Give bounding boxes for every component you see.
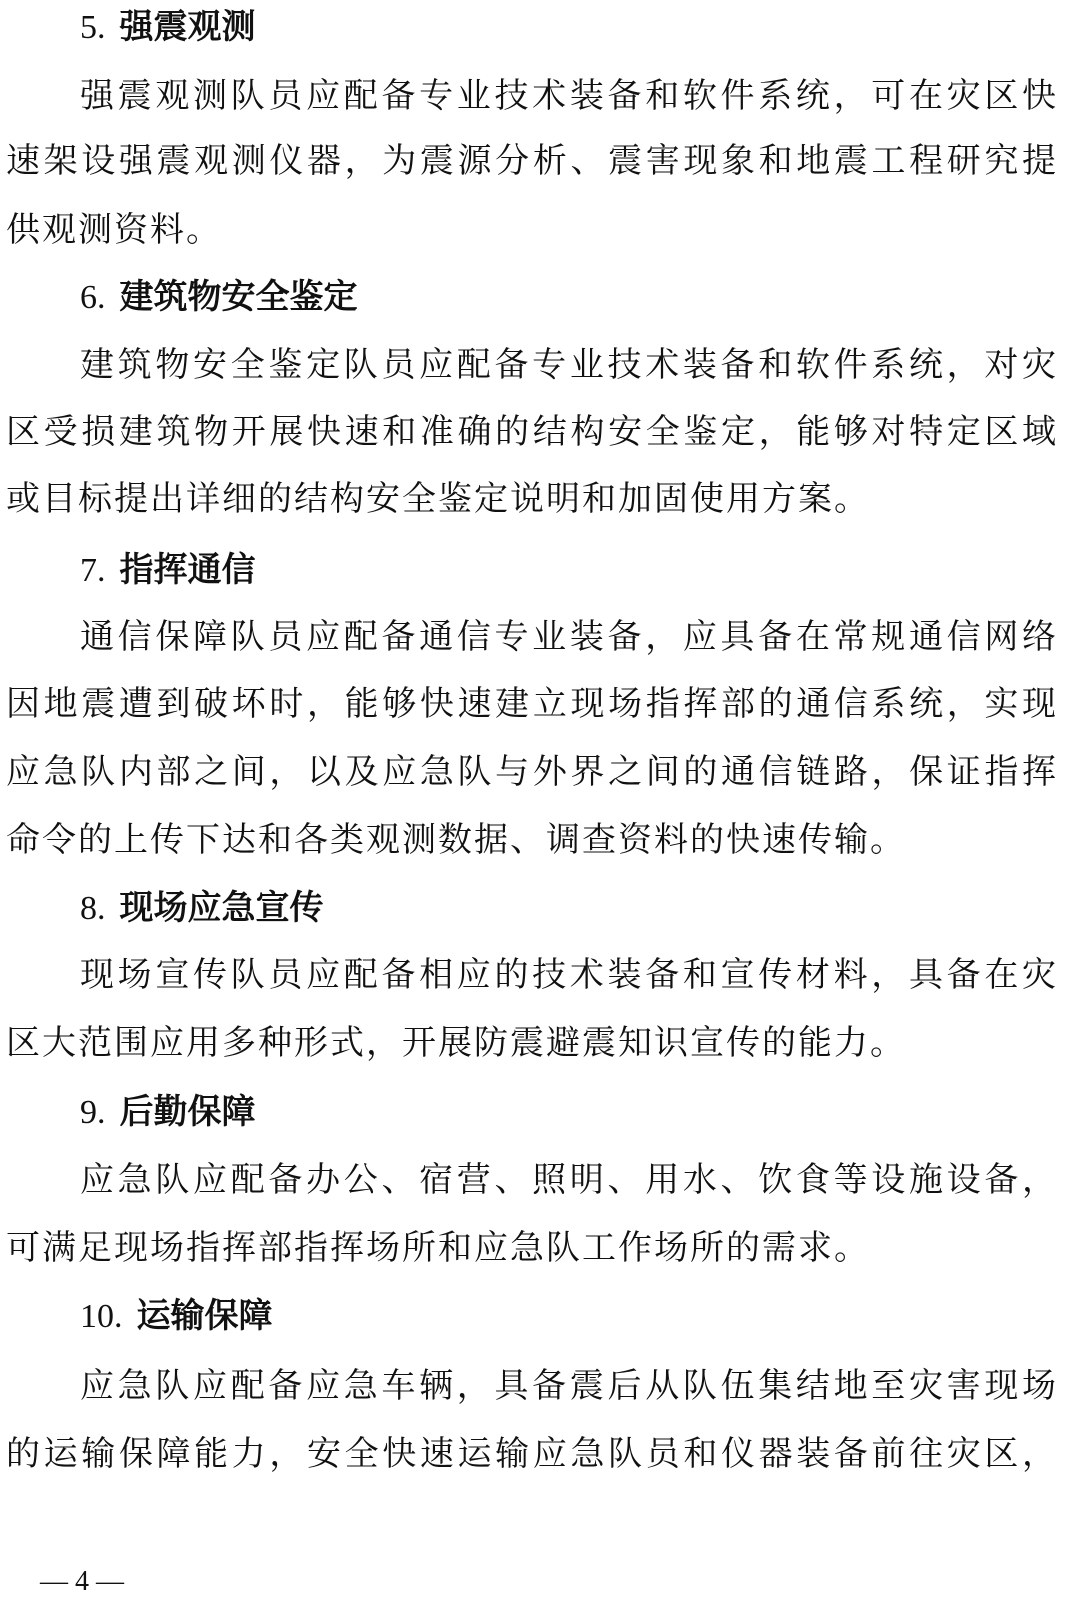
- section-title: 现场应急宣传: [119, 888, 324, 928]
- section-heading-7: [80, 545, 256, 595]
- paragraph-line: 通信保障队员应配备通信专业装备，应具备在常规通信网络: [80, 617, 1058, 657]
- section-number: 7.: [80, 552, 106, 589]
- section-heading-8: [80, 883, 324, 933]
- paragraph-line: 可满足现场指挥部指挥场所和应急队工作场所的需求。: [6, 1228, 870, 1268]
- paragraph-line: 区大范围应用多种形式，开展防震避震知识宣传的能力。: [6, 1023, 906, 1063]
- section-heading-9: [80, 1087, 256, 1137]
- paragraph-line: 或目标提出详细的结构安全鉴定说明和加固使用方案。: [6, 479, 870, 519]
- section-number: 8.: [80, 890, 106, 927]
- section-number: 9.: [80, 1094, 106, 1131]
- section-title: 强震观测: [119, 7, 256, 47]
- section-title: 指挥通信: [119, 550, 256, 590]
- paragraph-line: 因地震遭到破坏时，能够快速建立现场指挥部的通信系统，实现: [6, 684, 1058, 724]
- section-number: 6.: [80, 279, 106, 316]
- section-title: 后勤保障: [119, 1092, 256, 1132]
- paragraph-line: 现场宣传队员应配备相应的技术装备和宣传材料，具备在灾: [80, 955, 1058, 995]
- paragraph-line: 应急队应配备办公、宿营、照明、用水、饮食等设施设备，: [80, 1160, 1058, 1200]
- paragraph-line: 的运输保障能力，安全快速运输应急队员和仪器装备前往灾区，: [6, 1434, 1058, 1474]
- paragraph-line: 命令的上传下达和各类观测数据、调查资料的快速传输。: [6, 820, 906, 860]
- paragraph-line: 速架设强震观测仪器，为震源分析、震害现象和地震工程研究提: [6, 141, 1058, 181]
- section-title: 运输保障: [136, 1296, 273, 1336]
- paragraph-line: 供观测资料。: [6, 210, 222, 250]
- section-number: 10.: [80, 1298, 123, 1335]
- paragraph-line: 建筑物安全鉴定队员应配备专业技术装备和软件系统，对灾: [80, 345, 1058, 385]
- section-heading-10: [80, 1291, 273, 1341]
- paragraph-line: 区受损建筑物开展快速和准确的结构安全鉴定，能够对特定区域: [6, 412, 1058, 452]
- paragraph-line: 强震观测队员应配备专业技术装备和软件系统，可在灾区快: [80, 76, 1058, 116]
- section-heading-5: [80, 2, 256, 52]
- section-title: 建筑物安全鉴定: [119, 277, 358, 317]
- section-heading-6: [80, 272, 358, 322]
- section-number: 5.: [80, 9, 106, 46]
- paragraph-line: 应急队内部之间，以及应急队与外界之间的通信链路，保证指挥: [6, 752, 1058, 792]
- paragraph-line: 应急队应配备应急车辆，具备震后从队伍集结地至灾害现场: [80, 1366, 1058, 1406]
- page-number: — 4 —: [40, 1566, 124, 1597]
